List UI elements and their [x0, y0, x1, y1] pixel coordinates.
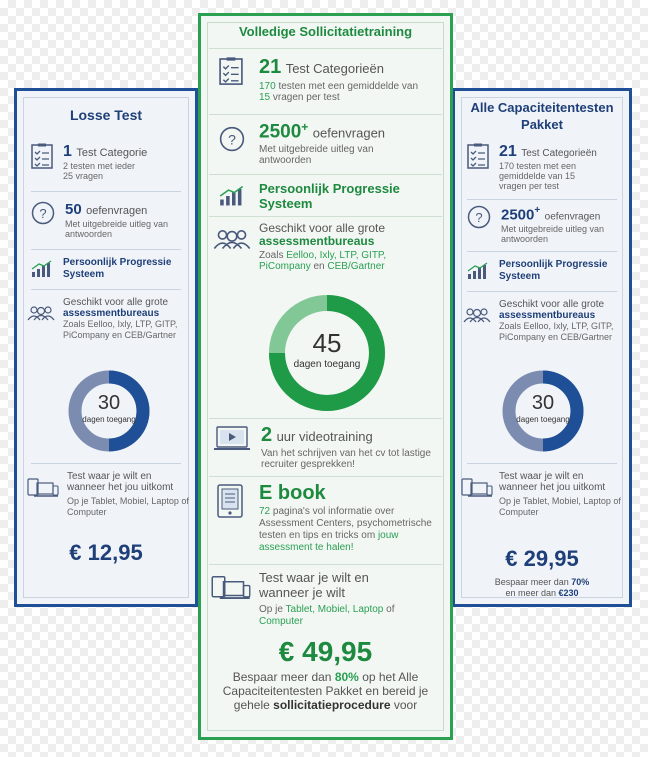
separator [467, 291, 617, 292]
savings-text [219, 670, 432, 712]
questions-row [467, 205, 627, 244]
questions-label: oefenvragen [86, 205, 148, 217]
tests-sub-c: 15 [259, 92, 271, 103]
days-number: 45 [312, 328, 342, 358]
svg-text:?: ? [228, 131, 236, 148]
bureaus-e: CEB/Gartner [327, 261, 385, 272]
separator [31, 191, 181, 192]
bureaus-b: Eelloo, Ixly, LTP, GITP, [286, 250, 387, 261]
bureaus-text: Zoals Eelloo, Ixly, LTP, GITP, PiCompany en CEB/Gartner [499, 321, 614, 342]
tests-sub-b: testen met een gemiddelde van [278, 81, 419, 92]
bureaus-text [259, 250, 424, 272]
questions-row [31, 201, 191, 239]
separator [467, 251, 617, 252]
video-sub: Van het schrijven van het cv tot lastige recruiter gesprekken! [261, 448, 431, 470]
suit-line-2: assessmentbureaus [259, 234, 375, 248]
tests-number: 21 [259, 56, 282, 78]
video-icon [213, 426, 251, 452]
chart-icon [467, 262, 489, 280]
separator [209, 174, 442, 175]
progress-row [31, 257, 191, 281]
ebook-desc: pagina's vol informatie over Assessment Centers, psychometrische testen en tips en tricks om [259, 506, 432, 541]
questions-plus: + [301, 120, 309, 134]
devices-2d: of [386, 604, 395, 615]
video-row [213, 424, 448, 470]
bureaus-d: en [313, 261, 325, 272]
checklist-icon [219, 56, 243, 86]
tests-sub-d: vragen per test [272, 92, 340, 103]
devices-line-2 [259, 604, 399, 628]
ebook-link: jouw assessment te halen! [259, 530, 399, 553]
devices-2a: Op je [259, 604, 283, 615]
savings-percent: 70% [571, 577, 590, 587]
savings-e: voor [393, 698, 418, 712]
price: € 12,95 [69, 540, 143, 565]
devices-row [461, 471, 631, 518]
savings-percent: 80% [334, 670, 359, 684]
progress-label: Persoonlijk Progressie Systeem [259, 181, 400, 211]
savings-a: Bespaar meer dan [232, 670, 332, 684]
tests-number: 21 [499, 143, 517, 160]
chart-icon [31, 260, 53, 278]
separator [467, 199, 617, 200]
savings-text [455, 577, 629, 599]
questions-number: 2500 [259, 121, 302, 143]
devices-icon [461, 477, 493, 499]
devices-row [27, 471, 197, 518]
bureaus-a: Zoals [259, 250, 284, 261]
days-number: 30 [97, 392, 121, 414]
progress-label: Persoonlijk Progressie Systeem [499, 259, 608, 282]
devices-2c: Laptop [352, 604, 384, 615]
svg-text:?: ? [475, 210, 483, 225]
days-label: dagen toegang [82, 415, 136, 424]
tests-label: Test Categorieën [285, 61, 384, 76]
suit-line-1: Geschikt voor alle grote [63, 297, 169, 308]
card-title: Volledige Sollicitatietraining [238, 24, 413, 39]
suit-line-2: assessmentbureaus [63, 308, 160, 319]
question-icon [467, 205, 491, 229]
tests-number: 1 [63, 143, 72, 160]
alle-capaciteitentesten-card[interactable] [452, 88, 632, 607]
separator [209, 114, 442, 115]
devices-line-2: Op je Tablet, Mobiel, Laptop of Computer [67, 496, 189, 517]
separator [209, 476, 442, 477]
separator [209, 216, 442, 217]
price: € 49,95 [278, 636, 373, 667]
days-donut [266, 292, 388, 414]
questions-plus: + [534, 205, 541, 216]
suit-line-1: Geschikt voor alle grote [259, 221, 386, 235]
progress-row [219, 181, 444, 211]
video-label: uur videotraining [276, 429, 373, 444]
tests-sub-a: 170 [259, 81, 276, 92]
devices-row [211, 570, 443, 628]
devices-line-2: Op je Tablet, Mobiel, Laptop of Computer [499, 496, 621, 517]
days-donut [66, 368, 152, 454]
ebook-sub [259, 506, 439, 554]
checklist-icon [31, 143, 53, 169]
days-label: dagen toegang [293, 359, 361, 370]
question-icon [219, 126, 245, 152]
tests-row [31, 143, 191, 181]
questions-label: oefenvragen [312, 125, 386, 141]
separator [209, 564, 442, 565]
losse-test-card[interactable] [14, 88, 198, 607]
devices-line-1: Test waar je wilt en wanneer je wilt [259, 570, 369, 600]
tests-label: Test Categorie [76, 147, 148, 159]
separator [209, 418, 442, 419]
devices-2e: Computer [259, 616, 303, 627]
suit-line-2: assessmentbureaus [499, 310, 596, 321]
checklist-icon [467, 143, 489, 169]
days-number: 30 [531, 392, 555, 414]
tests-sub: 170 testen met een gemiddelde van 15 vragen per test [499, 161, 577, 191]
question-icon [31, 201, 55, 225]
separator [209, 48, 442, 49]
video-number: 2 [261, 424, 273, 446]
svg-text:?: ? [39, 206, 47, 221]
savings-a: Bespaar meer dan [494, 577, 569, 587]
group-icon [213, 228, 251, 250]
savings-c: op het Alle Capaciteitentesten Pakket en bereid je gehele [222, 670, 429, 712]
days-label: dagen toegang [516, 415, 570, 424]
tests-row [219, 56, 439, 103]
tests-sub: 2 testen met ieder 25 vragen [63, 161, 136, 181]
card-title: Alle Capaciteitentesten Pakket [470, 100, 614, 132]
suitability-row [213, 222, 445, 272]
group-icon [27, 305, 55, 321]
chart-icon [219, 185, 245, 207]
questions-number: 50 [65, 201, 82, 218]
savings-d: sollicitatieprocedure [273, 698, 391, 712]
devices-2b: Tablet, Mobiel, [285, 604, 350, 615]
tests-row [467, 143, 627, 191]
separator [31, 249, 181, 250]
questions-number: 2500 [501, 206, 535, 224]
days-donut [500, 368, 586, 454]
devices-line-1: Test waar je wilt en wanneer het jou uitkomt [67, 471, 174, 493]
ebook-icon [217, 484, 243, 518]
questions-sub: Met uitgebreide uitleg van antwoorden [65, 219, 169, 239]
group-icon [463, 307, 491, 323]
ebook-row [217, 482, 449, 554]
suit-line-1: Geschikt voor alle grote [499, 299, 605, 310]
separator [31, 289, 181, 290]
savings-c: en meer dan [505, 588, 556, 598]
suitability-row [463, 299, 631, 343]
tests-label: Test Categorieën [521, 148, 597, 159]
devices-icon [27, 477, 59, 499]
ebook-pages: 72 [259, 506, 271, 517]
suitability-row [27, 297, 197, 341]
questions-row [219, 120, 444, 166]
progress-row [467, 259, 627, 283]
tests-sub [259, 81, 424, 103]
card-title: Losse Test [69, 107, 143, 123]
savings-amount: €230 [558, 588, 579, 598]
questions-sub: Met uitgebreide uitleg van antwoorden [259, 144, 374, 167]
ebook-title: E book [259, 482, 326, 504]
bureaus-text: Zoals Eelloo, Ixly, LTP, GITP, PiCompany en CEB/Gartner [63, 319, 178, 340]
devices-line-1: Test waar je wilt en wanneer het jou uitkomt [499, 471, 606, 493]
separator [31, 463, 181, 464]
questions-sub: Met uitgebreide uitleg van antwoorden [501, 224, 605, 245]
questions-label: oefenvragen [544, 211, 601, 223]
bureaus-c: PiCompany [259, 261, 311, 272]
price: € 29,95 [505, 546, 579, 571]
volledige-sollicitatietraining-card[interactable] [198, 13, 453, 740]
progress-label: Persoonlijk Progressie Systeem [63, 257, 172, 280]
separator [467, 463, 617, 464]
devices-icon [211, 574, 251, 602]
